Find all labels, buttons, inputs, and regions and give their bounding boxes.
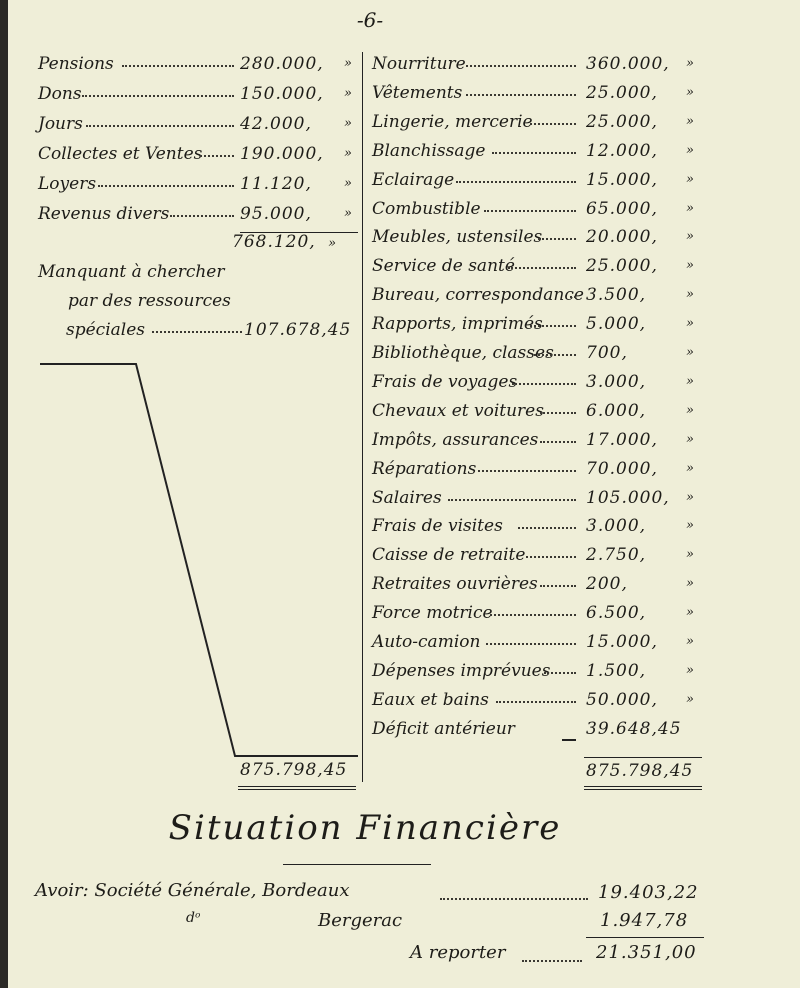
- expense-label: Nourriture: [372, 54, 466, 74]
- income-amount: 42.000,: [240, 114, 312, 134]
- expense-amount: 1.500,: [586, 660, 647, 681]
- expense-label: Chevaux et voitures: [372, 400, 544, 421]
- column-divider: [362, 52, 363, 782]
- expense-label: Rapports, imprimés: [372, 314, 543, 335]
- missing-label-1: Manquant à chercher: [38, 262, 225, 282]
- expense-label: Meubles, ustensiles: [372, 227, 543, 248]
- expense-row: [372, 166, 712, 194]
- expense-label: Combustible: [372, 198, 481, 219]
- income-amount: 190.000,: [240, 144, 324, 164]
- left-total-underline-2: [238, 789, 356, 790]
- right-total-underline-1: [584, 786, 702, 787]
- expense-row: [372, 339, 712, 367]
- income-amount: 95.000,: [240, 204, 312, 224]
- expense-leader-dots: [486, 643, 576, 645]
- expense-leader-dots: [492, 152, 576, 154]
- expense-label: Frais de visites: [372, 516, 503, 537]
- fin-line-1-amount: 19.403,22: [598, 882, 699, 903]
- expense-label: Eaux et bains: [372, 689, 489, 710]
- expense-amount: 6.500,: [586, 603, 647, 624]
- title-underline: [283, 864, 431, 865]
- expense-leader-dots: [570, 296, 576, 298]
- expense-leader-dots: [530, 325, 576, 327]
- expense-row: [372, 657, 712, 685]
- income-label: Loyers: [38, 174, 97, 194]
- expense-leader-dots: [448, 499, 576, 501]
- expense-label: Réparations: [372, 458, 477, 479]
- missing-amount: 107.678,45: [244, 320, 352, 340]
- expense-ditto-mark: »: [686, 56, 694, 71]
- fin-line-2-rule: [586, 937, 704, 938]
- expense-leader-dots: [512, 383, 576, 385]
- income-ditto-mark: »: [344, 56, 352, 71]
- expense-ditto-mark: »: [686, 691, 694, 707]
- expense-label: Caisse de retraite: [372, 545, 526, 566]
- expense-row: [372, 368, 712, 396]
- expense-amount: 25.000,: [586, 256, 658, 277]
- expense-row: [372, 223, 712, 251]
- expense-label: Salaires: [372, 487, 442, 508]
- expense-ditto-mark: »: [686, 662, 694, 678]
- fin-line-1-dots: [440, 898, 588, 900]
- expense-label: Blanchissage: [372, 140, 486, 161]
- expense-amount: 200,: [586, 574, 628, 595]
- income-label: Pensions: [38, 54, 114, 74]
- expense-row: [372, 137, 712, 165]
- expense-amount: 360.000,: [586, 54, 670, 74]
- expense-total-rule: [584, 757, 702, 758]
- income-label: Jours: [38, 114, 83, 134]
- expense-amount: 3.000,: [586, 516, 647, 537]
- expense-ditto-mark: »: [686, 345, 694, 360]
- expense-amount: 2.750,: [586, 545, 647, 566]
- expense-ditto-mark: »: [686, 142, 694, 158]
- page-number: -6-: [356, 8, 384, 32]
- expense-ditto-mark: »: [686, 460, 694, 476]
- expense-leader-dots: [540, 585, 576, 587]
- expense-ditto-mark: »: [686, 84, 694, 100]
- expense-row: [372, 628, 712, 656]
- left-total-underline-1: [238, 786, 356, 787]
- expense-leader-dots: [478, 470, 576, 472]
- missing-label-3: spéciales: [66, 320, 145, 340]
- expense-row: [372, 50, 712, 78]
- expense-amount: 39.648,45: [586, 718, 682, 739]
- expense-leader-dots: [540, 412, 576, 414]
- income-amount: 11.120,: [240, 174, 312, 194]
- expense-ditto-mark: »: [686, 171, 694, 187]
- expense-row: [372, 599, 712, 627]
- carry-label: A reporter: [410, 942, 506, 963]
- expense-ditto-mark: »: [686, 258, 694, 274]
- expense-ditto-mark: »: [686, 576, 694, 592]
- expense-label: Dépenses imprévues: [372, 660, 551, 681]
- expense-ditto-mark: »: [686, 431, 694, 447]
- income-ditto-mark: »: [344, 86, 352, 101]
- expense-amount: 15.000,: [586, 632, 658, 652]
- fin-line-1-label: Avoir: Société Générale, Bordeaux: [35, 880, 350, 901]
- expense-leader-dots: [490, 614, 576, 616]
- expense-leader-dots: [544, 672, 576, 674]
- expense-leader-dots: [496, 701, 576, 703]
- income-label: Collectes et Ventes: [38, 144, 203, 164]
- expense-amount: 12.000,: [586, 140, 658, 161]
- expense-row: [372, 541, 712, 569]
- section-title: Situation Financière: [168, 808, 562, 848]
- expense-ditto-mark: »: [686, 518, 694, 534]
- expense-label: Bibliothèque, classes: [372, 343, 554, 363]
- expense-ditto-mark: »: [686, 634, 694, 649]
- expense-row: [372, 79, 712, 107]
- expense-label: Bureau, correspondance: [372, 285, 584, 306]
- expense-row: [372, 570, 712, 598]
- expense-ditto-mark: »: [686, 605, 694, 621]
- expense-amount: 3.000,: [586, 371, 647, 392]
- expense-leader-dots: [526, 556, 576, 558]
- expense-row: [372, 195, 712, 223]
- expense-leader-dots: [530, 123, 576, 125]
- income-subtotal-mark: »: [328, 236, 338, 251]
- expense-label: Force motrice: [372, 603, 493, 624]
- expense-row: [372, 715, 712, 743]
- expense-amount: 6.000,: [586, 400, 647, 421]
- income-ditto-mark: »: [344, 176, 352, 191]
- expense-amount: 17.000,: [586, 429, 658, 450]
- income-label: Dons: [38, 84, 82, 104]
- expense-label: Déficit antérieur: [372, 718, 515, 739]
- expense-ditto-mark: »: [686, 489, 694, 505]
- expense-row: [372, 108, 712, 136]
- expense-leader-dots: [538, 238, 576, 240]
- expense-amount: 700,: [586, 343, 628, 363]
- expense-ditto-mark: »: [686, 402, 694, 418]
- expense-amount: 70.000,: [586, 458, 658, 479]
- expense-row: [372, 310, 712, 338]
- expense-label: Service de santé: [372, 256, 515, 277]
- expense-leader-dots: [508, 267, 576, 269]
- expense-amount: 50.000,: [586, 689, 658, 710]
- expense-leader-dots: [466, 65, 576, 67]
- expense-ditto-mark: »: [686, 547, 694, 563]
- income-amount: 150.000,: [240, 84, 324, 104]
- right-total-underline-2: [584, 789, 702, 790]
- missing-label-2: par des ressources: [68, 291, 231, 311]
- expense-row: [372, 455, 712, 483]
- fin-line-2-label: Bergerac: [318, 910, 403, 931]
- expense-row: [372, 426, 712, 454]
- expense-leader-dots: [534, 354, 576, 356]
- expense-row: [372, 686, 712, 714]
- fin-line-2-amount: 1.947,78: [600, 910, 689, 931]
- income-ditto-mark: »: [344, 116, 352, 131]
- fin-line-2-ditto: dᵒ: [186, 910, 201, 926]
- expense-row: [372, 484, 712, 512]
- expense-amount: 15.000,: [586, 169, 658, 190]
- expense-leader-dots: [518, 527, 576, 529]
- expense-ditto-mark: »: [686, 229, 694, 245]
- expense-label: Retraites ouvrières: [372, 574, 538, 595]
- left-total: 875.798,45: [240, 760, 348, 780]
- expense-ditto-mark: »: [686, 200, 694, 216]
- expense-amount: 105.000,: [586, 487, 670, 508]
- expense-ditto-mark: »: [686, 373, 694, 389]
- income-ditto-mark: »: [344, 206, 352, 221]
- right-total: 875.798,45: [586, 761, 694, 781]
- expense-amount: 65.000,: [586, 198, 658, 219]
- expense-leader-dots: [456, 181, 576, 183]
- expense-amount: 20.000,: [586, 227, 658, 248]
- expense-row: [372, 252, 712, 280]
- expense-amount: 25.000,: [586, 111, 658, 132]
- carry-amount: 21.351,00: [596, 942, 697, 963]
- income-subtotal-amount: 768.120,: [232, 232, 316, 252]
- expense-label: Frais de voyages: [372, 371, 518, 392]
- expense-amount: 25.000,: [586, 82, 658, 103]
- expense-ditto-mark: »: [686, 287, 694, 303]
- income-amount: 280.000,: [240, 54, 324, 74]
- expense-leader-dots: [540, 441, 576, 443]
- expense-leader-dots: [484, 210, 576, 212]
- expense-label: Vêtements: [372, 82, 463, 103]
- expense-leader-dots: [562, 739, 576, 741]
- expense-leader-dots: [466, 94, 576, 96]
- expense-row: [372, 397, 712, 425]
- expense-label: Impôts, assurances: [372, 429, 539, 450]
- income-ditto-mark: »: [344, 146, 352, 161]
- expense-label: Lingerie, mercerie: [372, 111, 533, 132]
- expense-row: [372, 512, 712, 540]
- expense-label: Auto-camion: [372, 632, 481, 652]
- expense-amount: 5.000,: [586, 314, 647, 335]
- expense-ditto-mark: »: [686, 316, 694, 332]
- expense-ditto-mark: »: [686, 113, 694, 129]
- income-label: Revenus divers: [38, 204, 170, 224]
- expense-label: Eclairage: [372, 169, 455, 190]
- expense-amount: 3.500,: [586, 285, 647, 306]
- expense-row: [372, 281, 712, 309]
- carry-dots: [522, 960, 582, 962]
